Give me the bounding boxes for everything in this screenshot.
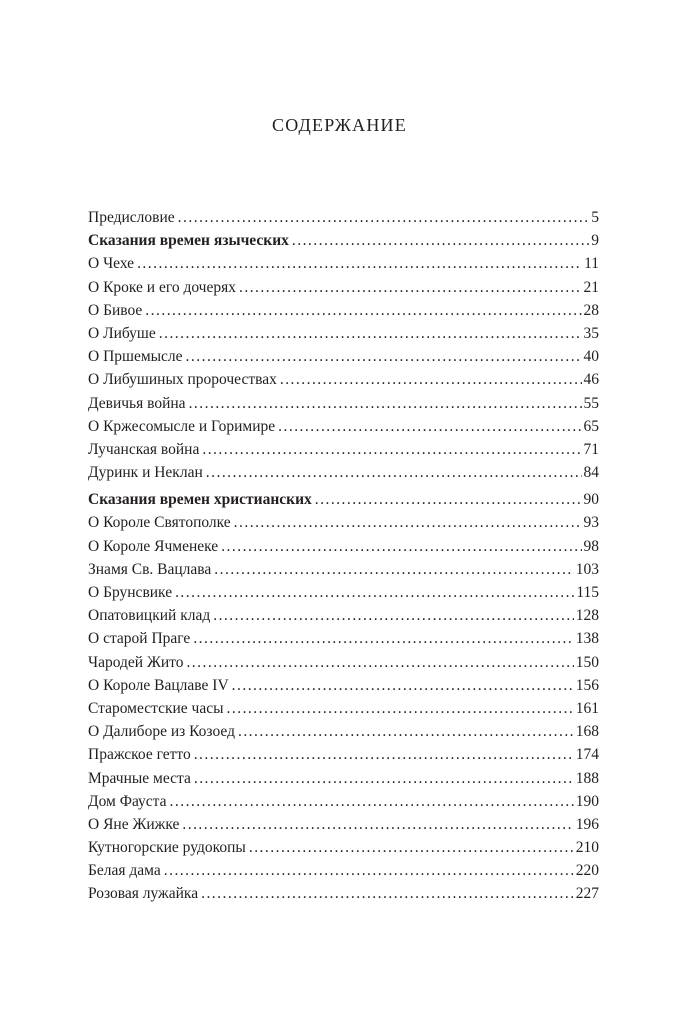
toc-page-number: 5 [591,209,599,226]
toc-entry [88,836,599,859]
toc-entry-title: Староместские часы [88,699,224,717]
dot-leader [164,859,574,882]
toc-entry [88,674,599,697]
toc-entry-title: Дуринк и Неклан [88,464,203,482]
toc-page-number: 128 [575,607,599,625]
toc-entry [88,604,599,627]
toc-page-number: 190 [575,792,599,810]
toc-entry-title: Розовая лужайка [88,885,199,903]
toc-page-number: 138 [575,630,599,648]
dot-leader [178,206,590,229]
dot-leader [227,697,574,720]
toc-page-number: 90 [583,491,599,509]
toc-entry-title: О Короле Святополке [88,514,231,532]
toc-entry [88,252,599,275]
toc-entry-title: О Либушиных пророчествах [88,371,277,389]
toc-entry [88,767,599,790]
toc-page-number: 71 [583,440,599,458]
toc-entry-title: О Короле Вацлаве IV [88,676,229,694]
toc-entry [88,558,599,581]
toc-entry-title: Опатовицкий клад [88,607,211,625]
dot-leader [189,392,582,415]
toc-page-number: 188 [575,769,599,787]
toc-entry-title: О Далиборе из Козоед [88,723,235,741]
dot-leader [194,743,574,766]
toc-entry [88,368,599,391]
toc-entry [88,882,599,905]
toc-entry-title: О Либуше [88,324,156,342]
toc-entry-title: Лучанская война [88,440,200,458]
toc-page-number: 161 [575,699,599,717]
toc-entry [88,743,599,766]
toc-entry [88,345,599,368]
dot-leader [280,368,582,391]
toc-entry-title: Девичья война [88,394,186,412]
dot-leader [315,488,582,511]
toc-page-number: 84 [583,464,599,482]
dot-leader [238,720,574,743]
toc-entry-title: О Кржесомысле и Горимире [88,417,276,435]
toc-page-number: 93 [583,514,599,532]
toc-entry-title: О Бивое [88,301,143,319]
toc-page-number: 168 [575,723,599,741]
toc-page-number: 98 [583,537,599,555]
toc-page-number: 65 [583,417,599,435]
toc-entry [88,720,599,743]
dot-leader [202,438,581,461]
toc-entry-title: Мрачные места [88,769,191,787]
dot-leader [194,767,574,790]
toc-page-number: 28 [583,301,599,319]
toc-page-number: 174 [575,746,599,764]
toc-page-number: 210 [575,839,599,857]
toc-entry [88,206,599,229]
toc-entry [88,322,599,345]
dot-leader [159,322,582,345]
toc-page-number: 156 [575,676,599,694]
dot-leader [221,535,581,558]
toc-entry-title: Чародей Жито [88,653,184,671]
toc-section-heading [88,229,599,252]
dot-leader [206,461,582,484]
dot-leader [137,252,582,275]
toc-page-number: 11 [584,255,599,273]
toc-page-number: 55 [583,394,599,412]
toc-entry-title: Дом Фауста [88,792,167,810]
toc-entry [88,415,599,438]
toc-entry-title: О Пршемысле [88,348,183,366]
toc-entry-title: Пражское гетто [88,746,191,764]
dot-leader [201,882,574,905]
dot-leader [214,558,573,581]
toc-entry [88,581,599,604]
toc-entry-title: Знамя Св. Вацлава [88,560,212,578]
dot-leader [186,651,573,674]
toc-page-number: 40 [583,348,599,366]
toc-entry [88,299,599,322]
toc-entry-title: О Короле Ячменеке [88,537,219,555]
toc-entry-title: Белая дама [88,862,161,880]
toc-page-number: 150 [575,653,599,671]
toc-page-number: 21 [583,278,599,296]
page-title: СОДЕРЖАНИЕ [272,115,407,135]
toc-page-number: 103 [575,560,599,578]
dot-leader [145,299,581,322]
toc-entry [88,627,599,650]
dot-leader [186,345,582,368]
toc-entry-title: О старой Праге [88,630,191,648]
dot-leader [170,790,574,813]
toc-page-number: 196 [575,815,599,833]
toc-entry [88,461,599,484]
toc-page-number: 9 [591,232,599,250]
toc-entry [88,859,599,882]
toc-entry [88,651,599,674]
toc-entry [88,790,599,813]
toc-entry-title: О Яне Жижке [88,815,180,833]
toc-entry [88,535,599,558]
toc-entry-title: Сказания времен христианских [88,491,312,509]
dot-leader [182,813,573,836]
dot-leader [232,674,574,697]
toc-page-number: 35 [583,324,599,342]
dot-leader [175,581,574,604]
dot-leader [213,604,574,627]
dot-leader [278,415,581,438]
toc-entry-title: О Кроке и его дочерях [88,278,236,296]
toc-entry-title: Предисловие [88,209,175,226]
table-of-contents [88,206,599,906]
toc-entry [88,511,599,534]
dot-leader [193,627,573,650]
toc-entry [88,697,599,720]
dot-leader [234,511,582,534]
toc-page-number: 46 [583,371,599,389]
toc-entry [88,438,599,461]
toc-entry [88,813,599,836]
toc-entry-title: О Чехе [88,255,135,273]
toc-entry-title: Сказания времен языческих [88,232,289,250]
toc-section-heading [88,488,599,511]
toc-page-number: 220 [575,862,599,880]
dot-leader [292,229,589,252]
toc-entry [88,276,599,299]
toc-entry [88,392,599,415]
toc-entry-title: Кутногорские рудокопы [88,839,246,857]
toc-page-number: 115 [576,584,599,601]
dot-leader [249,836,574,859]
toc-entry-title: О Брунсвике [88,584,173,601]
toc-page-number: 227 [575,885,599,903]
dot-leader [239,276,582,299]
